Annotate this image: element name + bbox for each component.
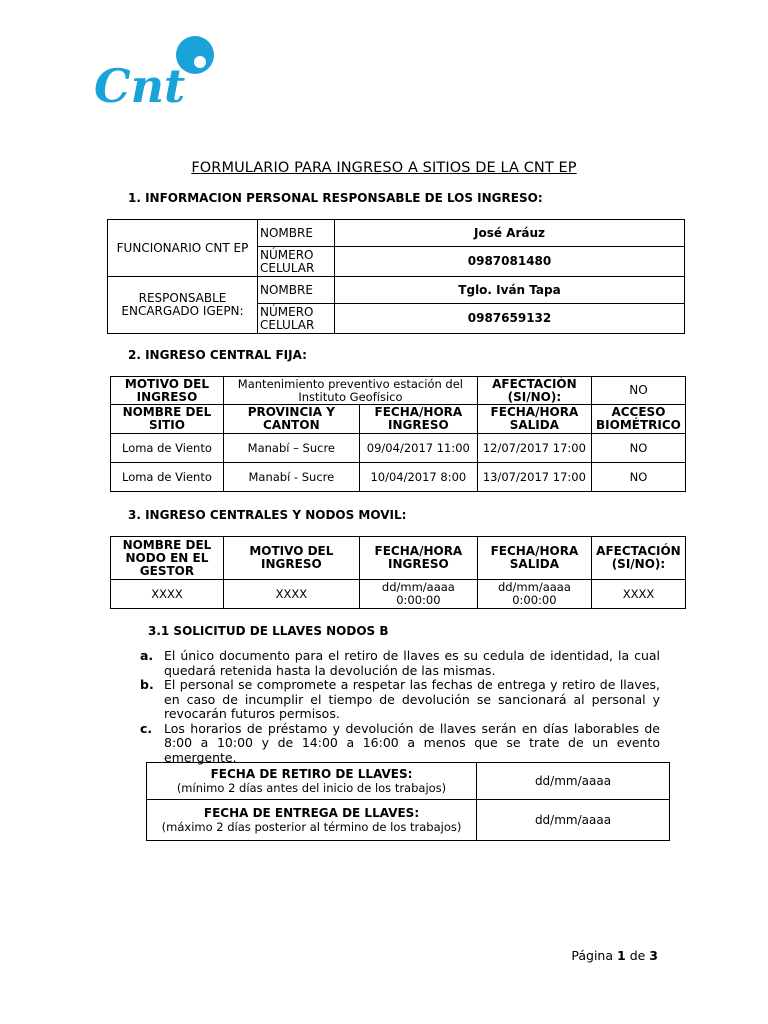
motivo-label: MOTIVO DEL INGRESO — [111, 377, 224, 405]
key-label: FECHA DE RETIRO DE LLAVES: — [210, 767, 413, 781]
phone-value: 0987659132 — [335, 304, 685, 334]
phone-value: 0987081480 — [335, 247, 685, 277]
key-label-cell — [147, 763, 477, 800]
section3-heading: 3. INGRESO CENTRALES Y NODOS MOVIL: — [128, 508, 407, 522]
role-cell: FUNCIONARIO CNT EP — [108, 220, 258, 277]
table-cell: Loma de Viento — [111, 463, 224, 492]
list-text: Los horarios de préstamo y devolución de llaves serán en días laborables de 8:00 a 10:00 y de 14:00 a 16:00 a menos que se trate de un evento emergente. — [164, 720, 660, 765]
cnt-logo — [92, 36, 222, 111]
phone-label: NÚMERO CELULAR — [258, 304, 335, 334]
list-text: El personal se compromete a respetar las fechas de entrega y retiro de llaves, en caso de incumplir el tiempo de devolución se sancionará al personal y revocarán futuros permisos. — [164, 677, 660, 721]
role-cell: RESPONSABLE ENCARGADO IGEPN: — [108, 277, 258, 334]
page-title: FORMULARIO PARA INGRESO A SITIOS DE LA CNT EP — [191, 160, 577, 176]
key-note: (mínimo 2 días antes del inicio de los trabajos) — [176, 781, 447, 795]
afectacion-value: NO — [591, 377, 685, 405]
section31-heading: 3.1 SOLICITUD DE LLAVES NODOS B — [148, 624, 389, 638]
col-header: FECHA/HORA SALIDA — [477, 405, 591, 434]
table-cell: 12/07/2017 17:00 — [477, 434, 591, 463]
motivo-value: Mantenimiento preventivo estación del Instituto Geofísico — [223, 377, 477, 405]
table-row — [111, 463, 686, 492]
phone-label: NÚMERO CELULAR — [258, 247, 335, 277]
table-cell: Manabí – Sucre — [223, 434, 359, 463]
table-cell: 09/04/2017 11:00 — [359, 434, 477, 463]
col-header: AFECTACIÓN (SI/NO): — [591, 537, 685, 580]
name-label: NOMBRE — [258, 220, 335, 247]
keys-table — [146, 762, 670, 841]
name-value: Tglo. Iván Tapa — [335, 277, 685, 304]
table-cell: 13/07/2017 17:00 — [477, 463, 591, 492]
col-header: FECHA/HORA INGRESO — [359, 405, 477, 434]
current-page: 1 — [617, 948, 626, 963]
list-letter: a. — [140, 648, 154, 663]
table-cell: Manabí - Sucre — [223, 463, 359, 492]
table-cell: dd/mm/aaaa 0:00:00 — [477, 580, 591, 609]
list-item — [140, 649, 660, 678]
total-pages: 3 — [649, 948, 658, 963]
central-fija-table — [110, 376, 686, 492]
key-note: (máximo 2 días posterior al término de los trabajos) — [161, 820, 462, 834]
nodos-movil-table — [110, 536, 686, 609]
key-label: FECHA DE ENTREGA DE LLAVES: — [203, 806, 420, 820]
table-cell: XXXX — [591, 580, 685, 609]
page-word: Página — [571, 948, 614, 963]
key-date: dd/mm/aaaa — [477, 763, 670, 800]
key-date: dd/mm/aaaa — [477, 800, 670, 841]
table-cell: 10/04/2017 8:00 — [359, 463, 477, 492]
page-number — [571, 948, 658, 963]
table-cell: NO — [591, 463, 685, 492]
table-cell: XXXX — [111, 580, 224, 609]
key-label-cell — [147, 800, 477, 841]
col-header: ACCESO BIOMÉTRICO — [591, 405, 685, 434]
table-row — [111, 434, 686, 463]
logo-text: Cnt — [94, 59, 186, 111]
table-cell: dd/mm/aaaa 0:00:00 — [359, 580, 477, 609]
col-header: FECHA/HORA SALIDA — [477, 537, 591, 580]
table-cell: Loma de Viento — [111, 434, 224, 463]
col-header: MOTIVO DEL INGRESO — [223, 537, 359, 580]
list-item — [140, 678, 660, 722]
section2-heading: 2. INGRESO CENTRAL FIJA: — [128, 348, 307, 362]
list-letter: b. — [140, 677, 154, 692]
of-word: de — [629, 948, 646, 963]
list-letter: c. — [140, 720, 153, 736]
personal-table — [107, 219, 685, 334]
section1-heading: 1. INFORMACION PERSONAL RESPONSABLE DE LOS INGRESO: — [128, 191, 543, 205]
table-row — [111, 580, 686, 609]
conditions-list — [140, 649, 660, 765]
col-header: NOMBRE DEL NODO EN EL GESTOR — [111, 537, 224, 580]
list-text: El único documento para el retiro de llaves es su cedula de identidad, la cual quedará retenida hasta la devolución de las mismas. — [164, 648, 660, 678]
name-label: NOMBRE — [258, 277, 335, 304]
table-cell: NO — [591, 434, 685, 463]
col-header: FECHA/HORA INGRESO — [359, 537, 477, 580]
col-header: PROVINCIA Y CANTON — [223, 405, 359, 434]
afectacion-label: AFECTACIÓN (SI/NO): — [477, 377, 591, 405]
table-cell: XXXX — [223, 580, 359, 609]
list-item — [140, 722, 660, 766]
name-value: José Aráuz — [335, 220, 685, 247]
col-header: NOMBRE DEL SITIO — [111, 405, 224, 434]
